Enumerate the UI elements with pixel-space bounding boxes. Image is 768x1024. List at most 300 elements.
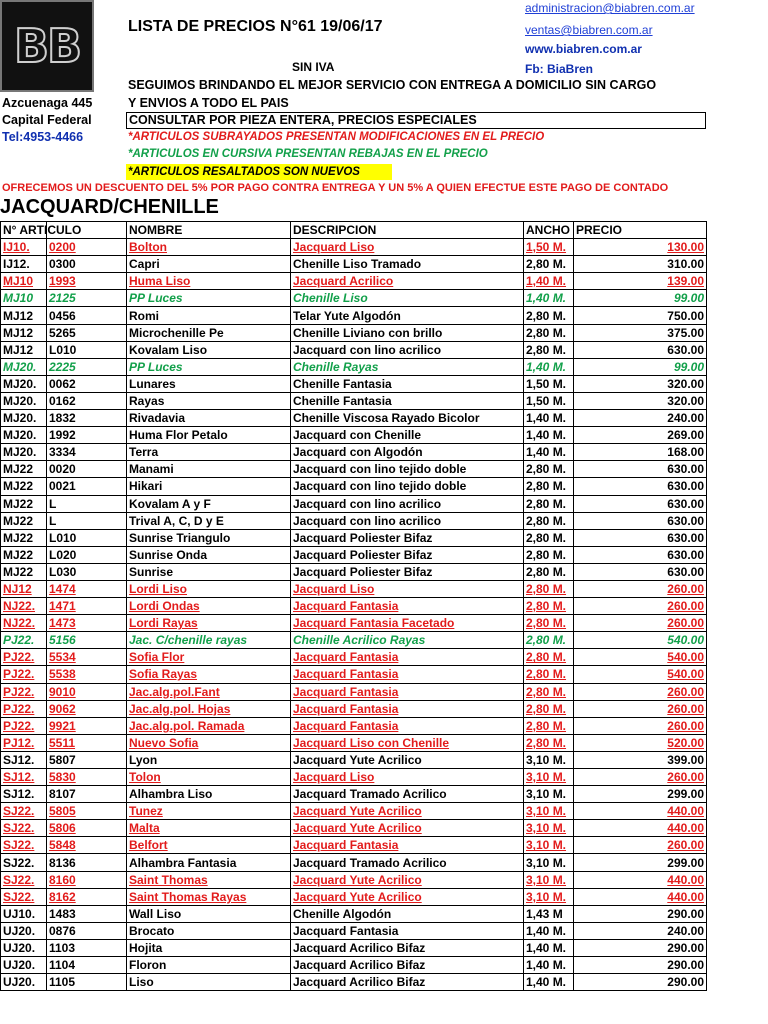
table-row: [1, 290, 707, 307]
table-row: [1, 427, 707, 444]
table-row: [1, 341, 707, 358]
article-code: MJ22: [1, 512, 47, 529]
product-description: Chenille Algodón: [291, 905, 524, 922]
product-price: 320.00: [574, 392, 707, 409]
product-description: Jacquard Acrilico Bifaz: [291, 957, 524, 974]
article-code: MJ22: [1, 546, 47, 563]
product-price: 375.00: [574, 324, 707, 341]
article-number: 5830: [47, 769, 127, 786]
article-number: L: [47, 512, 127, 529]
product-description: Jacquard Fantasia: [291, 717, 524, 734]
article-code: SJ22.: [1, 888, 47, 905]
article-code: IJ10.: [1, 239, 47, 256]
article-number: 9010: [47, 683, 127, 700]
product-name: Trival A, C, D y E: [127, 512, 291, 529]
product-name: Rivadavia: [127, 410, 291, 427]
product-description: Chenille Rayas: [291, 358, 524, 375]
table-row: [1, 854, 707, 871]
article-code: PJ22.: [1, 717, 47, 734]
table-row: [1, 461, 707, 478]
col-header-price: PRECIO: [574, 222, 707, 239]
product-width: 2,80 M.: [524, 324, 574, 341]
phone-number: Tel:4953-4466: [2, 130, 84, 144]
article-code: MJ10: [1, 290, 47, 307]
product-name: Saint Thomas: [127, 871, 291, 888]
product-name: Nuevo Sofia: [127, 734, 291, 751]
product-price: 320.00: [574, 375, 707, 392]
article-number: 5156: [47, 632, 127, 649]
article-number: L030: [47, 563, 127, 580]
article-number: 8107: [47, 786, 127, 803]
tax-note: SIN IVA: [292, 60, 335, 74]
product-price: 240.00: [574, 410, 707, 427]
product-price: 540.00: [574, 649, 707, 666]
product-price: 310.00: [574, 256, 707, 273]
product-width: 1,40 M.: [524, 939, 574, 956]
article-number: 0876: [47, 922, 127, 939]
product-name: Wall Liso: [127, 905, 291, 922]
article-code: SJ22.: [1, 803, 47, 820]
table-row: [1, 546, 707, 563]
product-name: Alhambra Fantasia: [127, 854, 291, 871]
product-name: Microchenille Pe: [127, 324, 291, 341]
article-number: L020: [47, 546, 127, 563]
product-name: Huma Liso: [127, 273, 291, 290]
product-description: Jacquard con lino acrilico: [291, 495, 524, 512]
article-code: SJ22.: [1, 854, 47, 871]
article-code: SJ12.: [1, 786, 47, 803]
price-table: [0, 221, 707, 991]
product-description: Jacquard Fantasia Facetado: [291, 615, 524, 632]
product-width: 1,40 M.: [524, 358, 574, 375]
product-price: 139.00: [574, 273, 707, 290]
table-row: [1, 512, 707, 529]
product-width: 1,40 M.: [524, 273, 574, 290]
product-description: Jacquard Liso: [291, 239, 524, 256]
article-number: 5534: [47, 649, 127, 666]
article-number: 0300: [47, 256, 127, 273]
product-name: Manami: [127, 461, 291, 478]
product-width: 2,80 M.: [524, 478, 574, 495]
product-price: 440.00: [574, 820, 707, 837]
product-description: Jacquard Yute Acrilico: [291, 871, 524, 888]
product-name: Tunez: [127, 803, 291, 820]
article-number: 5806: [47, 820, 127, 837]
product-price: 260.00: [574, 598, 707, 615]
article-code: UJ20.: [1, 974, 47, 991]
product-name: PP Luces: [127, 290, 291, 307]
product-width: 3,10 M.: [524, 769, 574, 786]
product-width: 2,80 M.: [524, 563, 574, 580]
product-name: Rayas: [127, 392, 291, 409]
table-row: [1, 820, 707, 837]
product-width: 2,80 M.: [524, 256, 574, 273]
product-name: Floron: [127, 957, 291, 974]
product-description: Jacquard Fantasia: [291, 837, 524, 854]
product-width: 1,40 M.: [524, 427, 574, 444]
website-link[interactable]: www.biabren.com.ar: [525, 42, 642, 56]
product-description: Jacquard con lino tejido doble: [291, 461, 524, 478]
article-number: 5511: [47, 734, 127, 751]
article-code: PJ22.: [1, 649, 47, 666]
article-code: MJ20.: [1, 392, 47, 409]
product-width: 1,50 M.: [524, 239, 574, 256]
article-number: L010: [47, 341, 127, 358]
table-row: [1, 392, 707, 409]
product-description: Jacquard con Chenille: [291, 427, 524, 444]
section-title: JACQUARD/CHENILLE: [0, 196, 219, 218]
product-width: 3,10 M.: [524, 888, 574, 905]
product-width: 2,80 M.: [524, 529, 574, 546]
product-name: Capri: [127, 256, 291, 273]
product-price: 130.00: [574, 239, 707, 256]
article-number: 1832: [47, 410, 127, 427]
article-number: 1103: [47, 939, 127, 956]
product-description: Jacquard con Algodón: [291, 444, 524, 461]
table-row: [1, 837, 707, 854]
discount-offer: OFRECEMOS UN DESCUENTO DEL 5% POR PAGO CONTRA ENTREGA Y UN 5% A QUIEN EFECTUE ESTE PAGO DE CONTADO: [2, 182, 669, 194]
product-width: 3,10 M.: [524, 751, 574, 768]
product-price: 290.00: [574, 957, 707, 974]
article-number: 0021: [47, 478, 127, 495]
article-number: 2225: [47, 358, 127, 375]
product-width: 3,10 M.: [524, 854, 574, 871]
article-code: MJ20.: [1, 427, 47, 444]
product-description: Jacquard Liso: [291, 769, 524, 786]
page-title: LISTA DE PRECIOS N°61 19/06/17: [128, 18, 383, 35]
product-width: 2,80 M.: [524, 683, 574, 700]
product-price: 299.00: [574, 786, 707, 803]
product-width: 1,50 M.: [524, 375, 574, 392]
product-name: Liso: [127, 974, 291, 991]
article-number: 8136: [47, 854, 127, 871]
product-description: Jacquard Tramado Acrilico: [291, 854, 524, 871]
article-number: 1993: [47, 273, 127, 290]
table-row: [1, 410, 707, 427]
article-number: 0020: [47, 461, 127, 478]
product-width: 1,40 M.: [524, 974, 574, 991]
product-description: Chenille Fantasia: [291, 375, 524, 392]
service-message-line2: Y ENVIOS A TODO EL PAIS: [128, 96, 289, 110]
product-description: Chenille Viscosa Rayado Bicolor: [291, 410, 524, 427]
table-row: [1, 632, 707, 649]
product-price: 540.00: [574, 666, 707, 683]
article-number: 5538: [47, 666, 127, 683]
product-width: 1,50 M.: [524, 392, 574, 409]
product-description: Jacquard Poliester Bifaz: [291, 546, 524, 563]
product-name: Brocato: [127, 922, 291, 939]
article-code: MJ12: [1, 341, 47, 358]
article-number: 1992: [47, 427, 127, 444]
table-row: [1, 769, 707, 786]
product-name: Kovalam A y F: [127, 495, 291, 512]
product-price: 630.00: [574, 546, 707, 563]
product-price: 290.00: [574, 939, 707, 956]
table-row: [1, 307, 707, 324]
facebook-handle: Fb: BiaBren: [525, 62, 594, 76]
product-name: Sunrise: [127, 563, 291, 580]
article-number: 0162: [47, 392, 127, 409]
product-price: 630.00: [574, 461, 707, 478]
table-row: [1, 922, 707, 939]
address-city: Capital Federal: [2, 113, 92, 127]
article-number: 5848: [47, 837, 127, 854]
table-row: [1, 939, 707, 956]
table-row: [1, 957, 707, 974]
product-price: 440.00: [574, 803, 707, 820]
product-name: Alhambra Liso: [127, 786, 291, 803]
product-price: 540.00: [574, 632, 707, 649]
product-description: Jacquard Acrilico Bifaz: [291, 939, 524, 956]
product-description: Jacquard Acrilico: [291, 273, 524, 290]
product-price: 290.00: [574, 974, 707, 991]
product-description: Chenille Liso Tramado: [291, 256, 524, 273]
table-row: [1, 239, 707, 256]
product-description: Jacquard Yute Acrilico: [291, 820, 524, 837]
product-name: Jac.alg.pol. Ramada: [127, 717, 291, 734]
product-name: Kovalam Liso: [127, 341, 291, 358]
article-code: PJ22.: [1, 683, 47, 700]
product-price: 630.00: [574, 495, 707, 512]
article-code: MJ20.: [1, 444, 47, 461]
product-width: 2,80 M.: [524, 615, 574, 632]
product-description: Jacquard Fantasia: [291, 922, 524, 939]
table-row: [1, 734, 707, 751]
product-price: 399.00: [574, 751, 707, 768]
product-price: 440.00: [574, 888, 707, 905]
article-number: 0062: [47, 375, 127, 392]
article-code: MJ20.: [1, 358, 47, 375]
product-name: Hikari: [127, 478, 291, 495]
col-header-description: DESCRIPCION: [291, 222, 524, 239]
legend-highlighted: *ARTICULOS RESALTADOS SON NUEVOS: [126, 164, 392, 180]
product-name: Lunares: [127, 375, 291, 392]
product-price: 630.00: [574, 512, 707, 529]
product-description: Jacquard Yute Acrilico: [291, 751, 524, 768]
article-code: MJ20.: [1, 410, 47, 427]
product-description: Jacquard Liso con Chenille: [291, 734, 524, 751]
product-width: 2,80 M.: [524, 700, 574, 717]
table-row: [1, 598, 707, 615]
product-width: 3,10 M.: [524, 803, 574, 820]
product-description: Jacquard Fantasia: [291, 649, 524, 666]
product-description: Jacquard con lino acrilico: [291, 341, 524, 358]
article-number: 1483: [47, 905, 127, 922]
article-code: UJ20.: [1, 922, 47, 939]
product-name: Lordi Liso: [127, 580, 291, 597]
special-prices-note: CONSULTAR POR PIEZA ENTERA, PRECIOS ESPECIALES: [126, 112, 706, 129]
product-price: 260.00: [574, 769, 707, 786]
product-description: Chenille Fantasia: [291, 392, 524, 409]
product-name: Lordi Rayas: [127, 615, 291, 632]
product-name: PP Luces: [127, 358, 291, 375]
table-row: [1, 717, 707, 734]
col-header-name: NOMBRE: [127, 222, 291, 239]
article-number: 0456: [47, 307, 127, 324]
table-header-row: [1, 222, 707, 239]
address-street: Azcuenaga 445: [2, 96, 93, 110]
product-width: 1,40 M.: [524, 290, 574, 307]
product-width: 2,80 M.: [524, 649, 574, 666]
article-code: PJ22.: [1, 666, 47, 683]
product-price: 99.00: [574, 290, 707, 307]
product-price: 750.00: [574, 307, 707, 324]
table-row: [1, 324, 707, 341]
service-message-line1: SEGUIMOS BRINDANDO EL MEJOR SERVICIO CON ENTREGA A DOMICILIO SIN CARGO: [128, 78, 657, 92]
product-description: Jacquard Yute Acrilico: [291, 888, 524, 905]
product-name: Jac. C/chenille rayas: [127, 632, 291, 649]
product-price: 630.00: [574, 341, 707, 358]
product-price: 240.00: [574, 922, 707, 939]
product-width: 3,10 M.: [524, 786, 574, 803]
product-description: Jacquard con lino acrilico: [291, 512, 524, 529]
article-number: 8162: [47, 888, 127, 905]
product-width: 3,10 M.: [524, 820, 574, 837]
article-code: NJ12: [1, 580, 47, 597]
product-width: 2,80 M.: [524, 717, 574, 734]
product-width: 2,80 M.: [524, 632, 574, 649]
product-description: Jacquard Fantasia: [291, 683, 524, 700]
product-width: 2,80 M.: [524, 341, 574, 358]
product-description: Telar Yute Algodón: [291, 307, 524, 324]
article-code: MJ22: [1, 529, 47, 546]
product-width: 1,40 M.: [524, 922, 574, 939]
product-width: 2,80 M.: [524, 495, 574, 512]
product-name: Saint Thomas Rayas: [127, 888, 291, 905]
article-code: NJ22.: [1, 615, 47, 632]
article-code: PJ12.: [1, 734, 47, 751]
product-price: 520.00: [574, 734, 707, 751]
table-row: [1, 580, 707, 597]
table-row: [1, 871, 707, 888]
article-code: MJ22: [1, 495, 47, 512]
product-price: 260.00: [574, 717, 707, 734]
table-row: [1, 649, 707, 666]
article-code: MJ12: [1, 324, 47, 341]
product-description: Jacquard Acrilico Bifaz: [291, 974, 524, 991]
admin-email-link[interactable]: administracion@biabren.com.ar: [525, 1, 695, 15]
product-description: Jacquard Poliester Bifaz: [291, 563, 524, 580]
table-row: [1, 375, 707, 392]
table-row: [1, 478, 707, 495]
article-code: IJ12.: [1, 256, 47, 273]
article-number: 8160: [47, 871, 127, 888]
product-name: Lyon: [127, 751, 291, 768]
product-price: 260.00: [574, 580, 707, 597]
product-price: 269.00: [574, 427, 707, 444]
table-row: [1, 803, 707, 820]
article-number: 5807: [47, 751, 127, 768]
product-width: 2,80 M.: [524, 734, 574, 751]
table-row: [1, 666, 707, 683]
product-name: Bolton: [127, 239, 291, 256]
product-price: 630.00: [574, 529, 707, 546]
product-width: 2,80 M.: [524, 598, 574, 615]
table-row: [1, 444, 707, 461]
product-name: Sunrise Onda: [127, 546, 291, 563]
article-code: MJ22: [1, 478, 47, 495]
article-code: MJ12: [1, 307, 47, 324]
table-row: [1, 751, 707, 768]
article-code: MJ10: [1, 273, 47, 290]
product-width: 1,40 M.: [524, 444, 574, 461]
col-header-article: N° ARTICULO: [1, 222, 47, 239]
company-logo: BB: [0, 0, 94, 92]
article-code: SJ22.: [1, 871, 47, 888]
table-row: [1, 974, 707, 991]
product-price: 440.00: [574, 871, 707, 888]
table-row: [1, 615, 707, 632]
product-name: Huma Flor Petalo: [127, 427, 291, 444]
product-price: 630.00: [574, 563, 707, 580]
product-description: Jacquard Poliester Bifaz: [291, 529, 524, 546]
article-number: 9921: [47, 717, 127, 734]
product-name: Hojita: [127, 939, 291, 956]
article-number: 1104: [47, 957, 127, 974]
product-description: Chenille Acrilico Rayas: [291, 632, 524, 649]
table-row: [1, 700, 707, 717]
article-number: 5265: [47, 324, 127, 341]
product-description: Jacquard con lino tejido doble: [291, 478, 524, 495]
article-code: SJ12.: [1, 769, 47, 786]
table-row: [1, 273, 707, 290]
table-row: [1, 529, 707, 546]
product-name: Terra: [127, 444, 291, 461]
table-row: [1, 358, 707, 375]
legend-underlined: *ARTICULOS SUBRAYADOS PRESENTAN MODIFICACIONES EN EL PRECIO: [128, 131, 545, 143]
product-price: 299.00: [574, 854, 707, 871]
article-code: MJ22: [1, 461, 47, 478]
product-price: 260.00: [574, 700, 707, 717]
article-code: PJ22.: [1, 632, 47, 649]
article-code: NJ22.: [1, 598, 47, 615]
article-code: UJ20.: [1, 939, 47, 956]
article-number: 9062: [47, 700, 127, 717]
table-row: [1, 786, 707, 803]
table-row: [1, 888, 707, 905]
product-width: 1,40 M.: [524, 957, 574, 974]
product-width: 3,10 M.: [524, 837, 574, 854]
article-code: SJ22.: [1, 820, 47, 837]
article-number: 1473: [47, 615, 127, 632]
product-width: 3,10 M.: [524, 871, 574, 888]
product-width: 2,80 M.: [524, 546, 574, 563]
product-description: Jacquard Fantasia: [291, 700, 524, 717]
product-price: 260.00: [574, 837, 707, 854]
product-price: 290.00: [574, 905, 707, 922]
product-price: 168.00: [574, 444, 707, 461]
article-number: 1105: [47, 974, 127, 991]
article-code: MJ22: [1, 563, 47, 580]
product-description: Chenille Liviano con brillo: [291, 324, 524, 341]
article-code: UJ20.: [1, 957, 47, 974]
product-price: 260.00: [574, 683, 707, 700]
article-code: PJ22.: [1, 700, 47, 717]
table-row: [1, 905, 707, 922]
legend-italic: *ARTICULOS EN CURSIVA PRESENTAN REBAJAS EN EL PRECIO: [128, 148, 488, 160]
product-description: Jacquard Yute Acrilico: [291, 803, 524, 820]
article-code: SJ12.: [1, 751, 47, 768]
product-width: 1,40 M.: [524, 410, 574, 427]
article-number: 1474: [47, 580, 127, 597]
sales-email-link[interactable]: ventas@biabren.com.ar: [525, 23, 653, 37]
product-width: 2,80 M.: [524, 307, 574, 324]
article-code: UJ10.: [1, 905, 47, 922]
product-name: Jac.alg.pol. Hojas: [127, 700, 291, 717]
product-width: 1,43 M: [524, 905, 574, 922]
article-number: L: [47, 495, 127, 512]
product-name: Tolon: [127, 769, 291, 786]
